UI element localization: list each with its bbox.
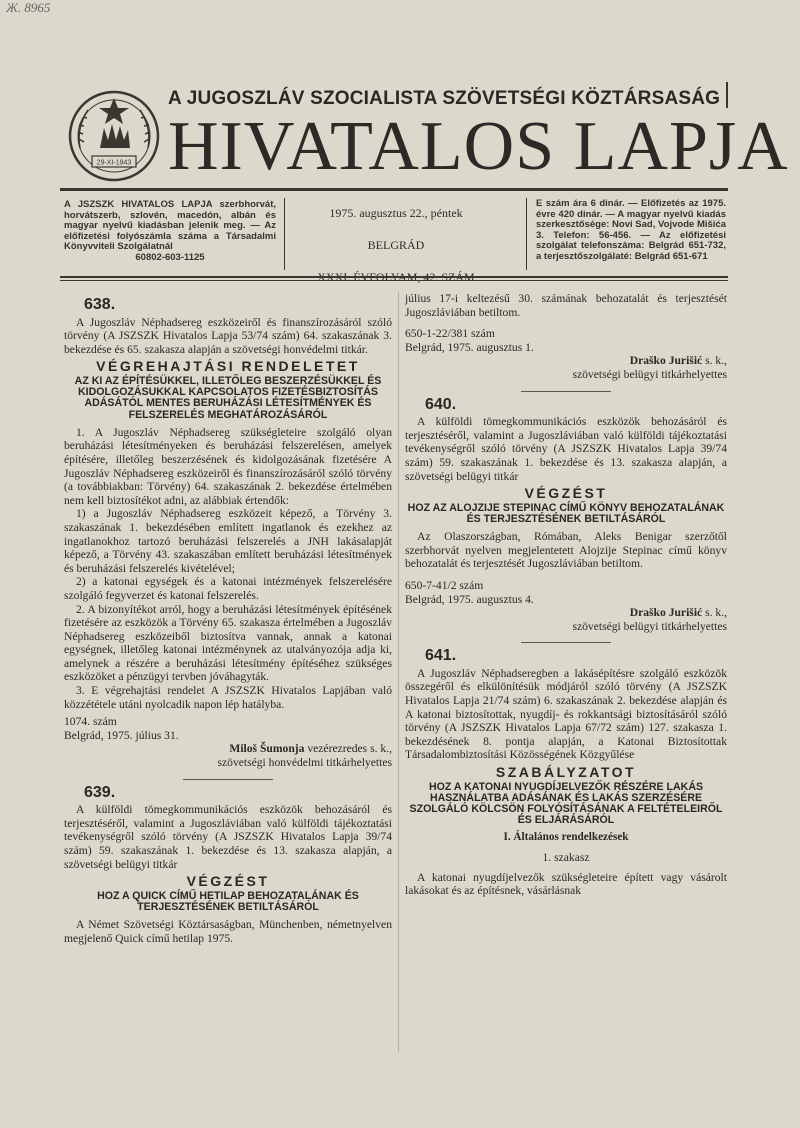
state-emblem-icon bbox=[66, 88, 162, 184]
signer-rank: s. k., bbox=[705, 606, 727, 620]
masthead-corner-rule bbox=[726, 82, 728, 108]
decree-number-638: 638. bbox=[84, 296, 116, 313]
decree-639-signature bbox=[405, 354, 727, 381]
decree-638-ref-date: Belgrád, 1975. július 31. bbox=[64, 728, 179, 742]
decree-638-item-2: 2) a katonai egységek és a katonai intézmények felszerelésére szolgáló fegyverzet és katonai felszerelés. bbox=[64, 575, 392, 602]
decree-639-ref-date: Belgrád, 1975. augusztus 1. bbox=[405, 340, 534, 354]
decree-641-preamble: A Jugoszláv Néphadseregben a lakásépítésre szolgáló eszközök összegéről és elkülönítésük módjáról szóló törvény (A JSZSZK Hivatalos Lapja 21/74 szám) 6. szakaszának 2. bekezdése alapján és A katonai biztosítottak, nyugdíj- és rokkantsági biztosításáról szóló törvény (A JSZSZK Hivatalos Lapja 67/72 szám) 127. szakasza 1. bekezdésének 8. pontja alapján, a Katonai Biztosítottak Társadalombiztosítási Közösségének Közgyűlése bbox=[405, 666, 727, 762]
signer-name: Miloš Šumonja bbox=[229, 742, 305, 756]
signer-title: szövetségi belügyi titkárhelyettes bbox=[572, 367, 727, 381]
decree-641-section-title: I. Általános rendelkezések bbox=[503, 831, 629, 844]
signer-title: szövetségi honvédelmi titkárhelyettes bbox=[217, 756, 392, 770]
decree-638-item-1: 1) a Jugoszláv Néphadsereg eszközeit képező, a Törvény 3. szakaszának 1. bekezdésében említett ingatlanok és ezekhez az ingatlanokhoz tartozó beruházási felszerelés a JNH lakásalapját képező, a Törvény 43. szakaszában említett beruházási létesítmények és beruházási felszerelés kivételével; bbox=[64, 507, 392, 575]
decree-640-signature bbox=[405, 606, 727, 633]
decree-638-subheading: AZ KI AZ ÉPÍTÉSÜKKEL, ILLETŐLEG BESZERZÉSÜKKEL ÉS KIDOLGOZÁSUKKAL KAPCSOLATOS FIZETÉSBIZTOSÍTÁS ADÁSÁTÓL MENTES BERUHÁZÁSI LÉTESÍTMÉNYEK ÉS FELSZERELÉS MEGHATÁROZÁSÁRÓL bbox=[74, 374, 382, 421]
signer-name: Draško Jurišić bbox=[629, 354, 703, 368]
section-divider bbox=[521, 391, 611, 392]
issue-info bbox=[296, 206, 496, 302]
section-divider bbox=[183, 779, 273, 780]
left-column bbox=[64, 292, 392, 945]
decree-640-subheading: HOZ AZ ALOJZIJE STEPINAC CÍMŰ KÖNYV BEHOZATALÁNAK ÉS TERJESZTÉSÉNEK BETILTÁSÁRÓL bbox=[407, 501, 725, 525]
column-divider bbox=[398, 292, 399, 1052]
decree-640-heading: VÉGZÉST bbox=[524, 485, 608, 502]
decree-639-ref-number: 650-1-22/381 szám bbox=[405, 327, 495, 341]
decree-640-preamble: A külföldi tömegkommunikációs eszközök behozásáról és terjesztéséről, valamint a Jugoszláviában való külföldi tájékoztatási tevékenységről szóló törvény (A JSZSZK Hivatalos Lapja 39/74 szám) 59. szakaszának 1. bekezdése és 13. szakasza alapján, a szövetségi belügyi titkár bbox=[405, 415, 727, 483]
price-info-right: E szám ára 6 dinár. — Előfizetés az 1975. évre 420 dinár. — A magyar nyelvű kiadás szerkesztősége: Novi Sad, Vojvode Mišića 3. Telefon: 56-456. — Az előfizetési szolgálat telefonszáma: Belgrád 651-732, a terjesztőszolgálaté: Belgrád 651-671 bbox=[536, 198, 726, 262]
decree-638-signature bbox=[64, 742, 392, 769]
decree-640-ref-date: Belgrád, 1975. augusztus 4. bbox=[405, 592, 534, 606]
decree-639-paragraph-1: A Német Szövetségi Köztársaságban, Münchenben, németnyelven megjelenő Quick című hetilap 1975. bbox=[64, 918, 392, 945]
right-column bbox=[405, 292, 727, 898]
issue-place: BELGRÁD bbox=[367, 238, 425, 252]
issue-date: 1975. augusztus 22., péntek bbox=[329, 206, 463, 220]
publication-info-text: A JSZSZK HIVATALOS LAPJA szerbhorvát, horvátszerb, szlovén, macedón, albán és magyar nyelvű kiadásban jelenik meg. — Az előfizetési folyószámla száma a Társadalmi Könyvviteli Szolgálatnál bbox=[64, 199, 276, 252]
decree-638-preamble: A Jugoszláv Néphadsereg eszközeiről és finanszírozásáról szóló törvény (A JSZSZK Hivatalos Lapja 53/74 szám) 64. szakaszának 3. bekezdése és 65. szakasza alapján a szövetségi honvédelmi titkár. bbox=[64, 315, 392, 356]
decree-638-heading: VÉGREHAJTÁSI RENDELETET bbox=[96, 358, 360, 375]
handwritten-mark: Ж. 8965 bbox=[6, 0, 51, 15]
decree-641-heading: SZABÁLYZATOT bbox=[495, 764, 637, 781]
decree-641-article: 1. szakasz bbox=[542, 851, 590, 865]
emblem-banner-text: 29-XI-1943 bbox=[96, 159, 132, 167]
decree-639-paragraph-1-continued: július 17-i keltezésű 30. számának behozatalát és terjesztését Jugoszláviában betiltom. bbox=[405, 292, 727, 319]
header-bottom-rule bbox=[60, 276, 728, 278]
decree-638-paragraph-1: 1. A Jugoszláv Néphadsereg szükségleteire szolgáló olyan beruházási létesítményeken és beruházási felszerelésen, amelyek építésére, illetőleg beszerzésének és kidolgozásának fizetésére A Jugoszláv Néphadsereg eszközeiről és finanszírozásáról szóló törvény (a továbbiakban: Törvény) 64. szakaszának 2. bekezdése értelmében nem kell biztosítékot adni, az alábbiak értendők: bbox=[64, 425, 392, 507]
decree-639-heading: VÉGZÉST bbox=[186, 873, 270, 890]
section-divider bbox=[521, 642, 611, 643]
signer-rank: vezérezredes s. k., bbox=[307, 742, 392, 756]
signer-rank: s. k., bbox=[705, 354, 727, 368]
masthead-rule bbox=[60, 188, 728, 191]
decree-638-paragraph-3: 3. E végrehajtási rendelet A JSZSZK Hivatalos Lapjában való közzététele utáni nyolcadik napon lép hatályba. bbox=[64, 684, 392, 711]
header-divider-right bbox=[526, 198, 527, 270]
decree-641-subheading: HOZ A KATONAI NYUGDÍJELVEZŐK RÉSZÉRE LAKÁS HASZNÁLATBA ADÁSÁNAK ÉS LAKÁS SZERZÉSÉRE SZOLGÁLÓ KÖLCSÖN FOLYÓSÍTÁSÁNAK A FELTÉTELEIRŐL ÉS ELJÁRÁSÁRÓL bbox=[409, 780, 723, 827]
subscription-info-left bbox=[64, 200, 276, 263]
decree-number-639: 639. bbox=[84, 783, 116, 801]
header-divider-left bbox=[284, 198, 285, 270]
header-bottom-rule-thin bbox=[60, 280, 728, 281]
decree-number-640: 640. bbox=[425, 395, 457, 413]
decree-639-subheading: HOZ A QUICK CÍMŰ HETILAP BEHOZATALÁNAK ÉS TERJESZTÉSÉNEK BETILTÁSÁRÓL bbox=[97, 889, 359, 913]
decree-639-preamble: A külföldi tömegkommunikációs eszközök behozásáról és terjesztéséről, valamint a Jugoszláviában való külföldi tájékoztatási tevékenységről szóló törvény (A JSZSZK Hivatalos Lapja 39/74 szám) 59. szakaszának 1. bekezdése és 13. szakasza alapján, a szövetségi belügyi titkár bbox=[64, 803, 392, 871]
decree-641-paragraph-1: A katonai nyugdíjelvezők szükségleteire épített vagy vásárolt lakásokat és az építésnek, vásárlásnak bbox=[405, 870, 727, 898]
decree-638-paragraph-2: 2. A bizonyítékot arról, hogy a beruházási létesítmények építésének fizetésére az eszközök a Törvény 65. szakasza értelmében a Jugoszláv Néphadsereg eszközeiből biztosítva vannak, annak a katonai egységnek, illetőleg katonai intézménynek az utalványozója adja ki, amelynek a részére a beruházási létesítmény építéséhez szükséges eszközöket a pénzügyi tervben jóváhagyták. bbox=[64, 602, 392, 684]
account-number: 60802-603-1125 bbox=[135, 251, 205, 263]
signer-name: Draško Jurišić bbox=[629, 606, 703, 620]
masthead-title: HIVATALOS LAPJA bbox=[168, 108, 789, 185]
decree-640-ref-number: 650-7-41/2 szám bbox=[405, 578, 484, 592]
decree-638-ref-number: 1074. szám bbox=[64, 715, 117, 729]
decree-640-paragraph-1: Az Olaszországban, Rómában, Aleks Benigar szerzőtől szerbhorvát nyelven megjelentetett Alojzije Stepinac című könyv behozatalát és terjesztését Jugoszláviában betiltom. bbox=[405, 530, 727, 571]
masthead-supertitle: A JUGOSZLÁV SZOCIALISTA SZÖVETSÉGI KÖZTÁRSASÁG bbox=[168, 88, 721, 109]
signer-title: szövetségi belügyi titkárhelyettes bbox=[572, 619, 727, 633]
decree-number-641: 641. bbox=[425, 647, 457, 665]
